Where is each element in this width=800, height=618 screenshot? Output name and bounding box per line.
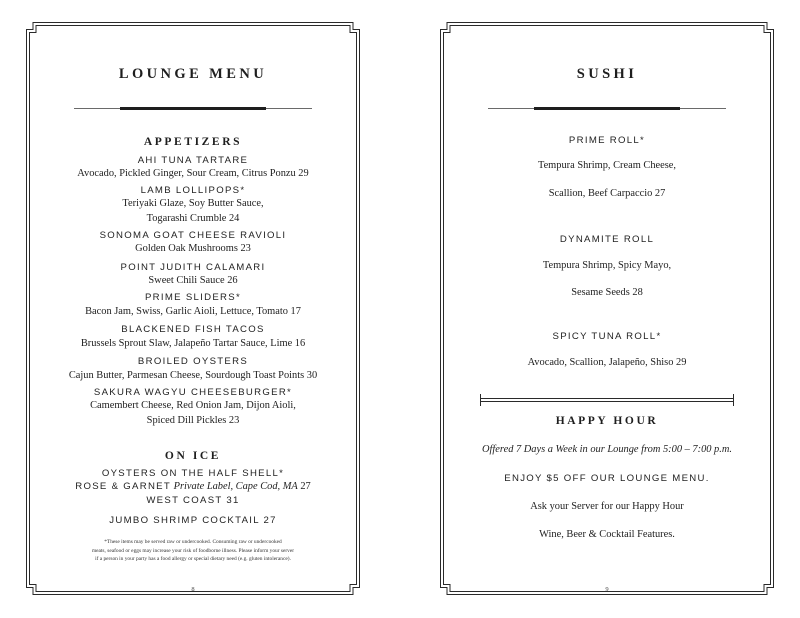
menu-item-name: PRIME ROLL* xyxy=(568,135,646,146)
section-heading-happy-hour: HAPPY HOUR xyxy=(555,415,659,427)
menu-item-name: PRIME SLIDERS* xyxy=(144,292,242,303)
menu-item-name: LAMB LOLLIPOPS* xyxy=(140,185,246,196)
page-number: 9 xyxy=(605,586,609,593)
menu-item-description: Scallion, Beef Carpaccio 27 xyxy=(548,188,666,199)
menu-item-name: SPICY TUNA ROLL* xyxy=(552,331,662,342)
happy-hour-schedule: Offered 7 Days a Week in our Lounge from 5:00 – 7:00 p.m. xyxy=(482,444,732,455)
menu-item-description xyxy=(26,479,360,494)
menu-page-left xyxy=(26,22,360,595)
menu-page-right xyxy=(440,22,774,595)
menu-item-description: Tempura Shrimp, Cream Cheese, xyxy=(537,160,677,171)
oyster-variety: ROSE & GARNET xyxy=(75,481,172,492)
menu-item-name: DYNAMITE ROLL xyxy=(559,234,655,245)
title-divider-accent xyxy=(120,107,266,110)
menu-item-name: BROILED OYSTERS xyxy=(137,356,249,367)
menu-item-description: Togarashi Crumble 24 xyxy=(146,213,240,224)
menu-item-description: Bacon Jam, Swiss, Garlic Aioli, Lettuce, Tomato 17 xyxy=(85,306,301,317)
menu-item-description: Camembert Cheese, Red Onion Jam, Dijon Aioli, xyxy=(90,400,296,411)
menu-item-description: Cajun Butter, Parmesan Cheese, Sourdough Toast Points 30 xyxy=(68,370,318,381)
happy-hour-discount: ENJOY $5 OFF OUR LOUNGE MENU. xyxy=(504,473,710,484)
menu-item-name: SAKURA WAGYU CHEESEBURGER* xyxy=(93,387,293,398)
menu-item-description: Golden Oak Mushrooms 23 xyxy=(135,243,251,254)
title-divider-accent xyxy=(534,107,680,110)
section-heading-appetizers: APPETIZERS xyxy=(143,136,243,148)
menu-item-name: AHI TUNA TARTARE xyxy=(137,155,249,166)
menu-item-name: SONOMA GOAT CHEESE RAVIOLI xyxy=(99,230,287,241)
happy-hour-note: Ask your Server for our Happy Hour xyxy=(530,501,684,512)
menu-item-name: WEST COAST 31 xyxy=(146,495,240,506)
menu-item-name: JUMBO SHRIMP COCKTAIL 27 xyxy=(109,515,277,526)
page-number: 8 xyxy=(191,586,195,593)
menu-item-name: OYSTERS ON THE HALF SHELL* xyxy=(101,468,285,479)
menu-item-name: BLACKENED FISH TACOS xyxy=(121,324,265,335)
menu-item-description: Spiced Dill Pickles 23 xyxy=(146,415,240,426)
oyster-price: 27 xyxy=(300,481,311,492)
oyster-origin: Private Label, Cape Cod, MA xyxy=(173,481,298,492)
raw-food-disclaimer: *These items may be served raw or undercooked. Consuming raw or undercooked meats, seafood or eggs may increase your risk of foodborne illness. Please inform your server if a person in your party has a food allergy or special dietary need (e.g. gluten intolerance). xyxy=(91,539,295,562)
menu-item-description: Brussels Sprout Slaw, Jalapeño Tartar Sauce, Lime 16 xyxy=(80,338,306,349)
section-heading-on-ice: ON ICE xyxy=(164,450,222,462)
page-title: SUSHI xyxy=(576,66,638,82)
menu-item-name: POINT JUDITH CALAMARI xyxy=(120,262,266,273)
page-title: LOUNGE MENU xyxy=(118,66,268,82)
menu-item-description: Avocado, Scallion, Jalapeño, Shiso 29 xyxy=(527,357,687,368)
menu-item-description: Teriyaki Glaze, Soy Butter Sauce, xyxy=(122,198,264,209)
menu-item-description: Tempura Shrimp, Spicy Mayo, xyxy=(542,260,672,271)
menu-item-description: Sesame Seeds 28 xyxy=(571,287,643,298)
happy-hour-note: Wine, Beer & Cocktail Features. xyxy=(539,529,675,540)
menu-item-description: Sweet Chili Sauce 26 xyxy=(148,275,238,286)
menu-item-description: Avocado, Pickled Ginger, Sour Cream, Citrus Ponzu 29 xyxy=(77,168,309,179)
